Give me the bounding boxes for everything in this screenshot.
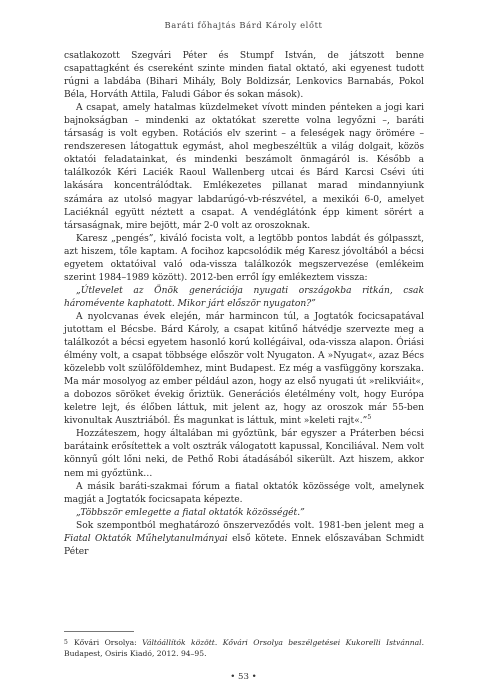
footnote-work-title: Váltóállítók között. Kővári Orsolya beszélgetései Kukorelli Istvánnal. — [142, 638, 425, 647]
footnote-divider — [64, 631, 134, 632]
footnote-author: Kővári Orsolya: — [74, 638, 143, 647]
interview-question: „Útlevelet az Önök generációja nyugati országokba ritkán, csak háromévente kaphatott. Mikor járt először nyugaton?” — [64, 285, 424, 309]
paragraph: A másik baráti-szakmai fórum a fiatal oktatók közössége volt, amelynek magját a Jogtatók focicsapata képezte. — [64, 481, 424, 505]
footnote-publication: Budapest, Osiris Kiadó, 2012. 94–95. — [64, 648, 207, 658]
text-run: első kötete. Ennek előszavában Schmidt Péter — [64, 533, 424, 557]
interview-question: „Többször emlegette a fiatal oktatók közösségét.” — [76, 507, 305, 518]
paragraph — [64, 311, 424, 428]
footnote-reference: 5 — [367, 414, 372, 422]
footnote-number: 5 — [64, 639, 68, 646]
footnote — [64, 638, 424, 659]
publication-title: Fiatal Oktatók Műhelytanulmányai — [64, 533, 228, 544]
page-number: • 53 • — [230, 672, 257, 682]
quoted-answer: A nyolcvanas évek elején, már harmincon túl, a Jogtatók focicsapatával jutottam el Bécsbe. Bárd Károly, a csapat kitűnő hátvédje szervezte meg a találkozót a bécsi egyetem hasonló korú kollégáival, oda-vissza alapon. Óriási élmény volt, a csapat többsége először volt Nyugaton. A »Nyugat«, azaz Bécs közelebb volt szülőföldemhez, mint Budapest. Ez még a vasfüggöny korszaka. Ma már mosolyog az ember például azon, hogy az első nyugati út »relikviáit«, a dobozos söröket évekig őriztük. Generációs életélmény volt, hogy Európa keletre lejt, és élőben láttuk, mit jelent az, hogy az oroszok már 55-ben kivonultak Ausztriából. És magunkat is láttuk, mint »keleti rajt«.” — [64, 311, 424, 427]
paragraph: Karesz „pengés”, kiváló focista volt, a legtöbb pontos labdát és gólpasszt, azt hiszem, tőle kaptam. A focihoz kapcsolódik még Karesz jóvoltából a bécsi egyetem oktatóival való oda-vissza találkozók megszervezése (emlékeim szerint 1984–1989 között). 2012-ben erről így emlékeztem vissza: — [64, 233, 424, 283]
paragraph: A csapat, amely hatalmas küzdelmeket vívott minden pénteken a jogi kari bajnokságban – mindenki az oktatókat szerette volna legyőzni –, baráti társaság is volt egyben. Rotációs elv szerint – a feleségek nagy örömére – rendszeresen látogattuk egymást, ahol megbeszéltük a világ dolgait, közös oktatói feladatainkat, és mindenki beszámolt önmagáról is. Később a találkozók Kéri Laciék Raoul Wallenberg utcai és Bárd Karcsi Csévi úti lakására koncentrálódtak. Emlékezetes pillanat marad mindannyiunk számára az utolsó magyar labdarúgó-vb-részvétel, a mexikói 6-0, amelyet Laciéknál együtt néztett a csapat. A vendéglátónk épp kiment sörért a társaságnak, mire bejött, már 2-0 volt az oroszoknak. — [64, 103, 424, 231]
running-header: Baráti főhajtás Bárd Károly előtt — [164, 20, 323, 30]
text-run: Sok szempontból meghatározó önszerveződés volt. 1981-ben jelent meg a — [76, 520, 424, 531]
paragraph: Hozzáteszem, hogy általában mi győztünk, bár egyszer a Práterben bécsi barátaink erősítettek a volt osztrák válogatott kapussal, Konciliával. Nem volt könnyű gólt lőni neki, de Pethő Robi átadásából sikerült. Azt hiszem, akkor nem mi győztünk… — [64, 429, 424, 479]
paragraph — [64, 520, 424, 559]
body-text — [64, 50, 424, 559]
paragraph: csatlakozott Szegvári Péter és Stumpf István, de játszott benne csapattagként és csereként szinte minden fiatal oktató, aki egyenest tudott rúgni a labdába (Bihari Mihály, Boly Boldizsár, Lenkovics Barnabás, Pokol Béla, Horváth Attila, Faludi Gábor és sokan mások). — [64, 51, 424, 101]
